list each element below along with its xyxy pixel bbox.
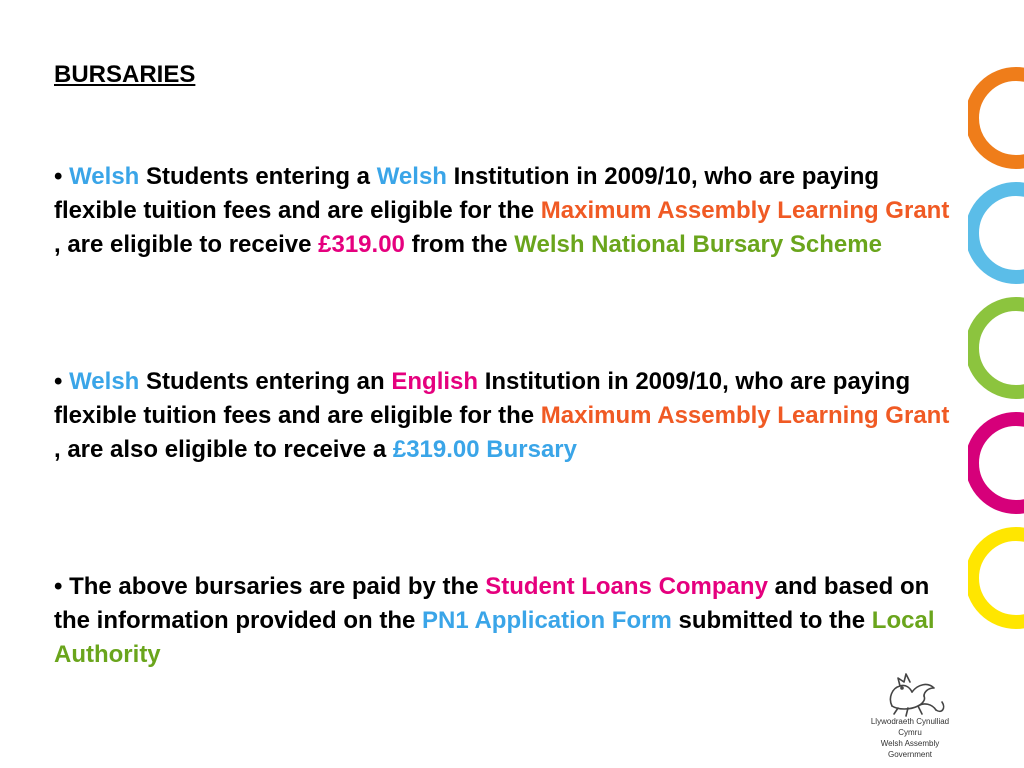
text-segment: submitted to the xyxy=(671,607,872,634)
text-segment: Welsh National Bursary Scheme xyxy=(514,231,882,258)
bullet-paragraph-3 xyxy=(54,570,954,672)
yellow-ring-icon xyxy=(972,534,1024,622)
bullet-paragraph-2 xyxy=(54,365,954,467)
logo-caption-english: Welsh Assembly Government xyxy=(880,739,940,759)
text-segment: Students entering an xyxy=(139,368,392,395)
text-segment: and based on the information provided on the xyxy=(54,573,930,634)
text-segment: Students entering a xyxy=(139,163,377,190)
text-segment: Welsh xyxy=(376,163,447,190)
text-segment: Student Loans Company xyxy=(485,573,768,600)
logo-caption-welsh: Llywodraeth Cynulliad Cymru xyxy=(870,717,950,737)
text-segment: Local Authority xyxy=(54,607,935,668)
text-segment: £319.00 xyxy=(318,231,405,258)
text-segment: Welsh xyxy=(69,163,140,190)
green-ring-icon xyxy=(972,304,1024,392)
magenta-ring-icon xyxy=(972,419,1024,507)
text-segment: Institution in 2009/10, who are paying flexible tuition fees and are eligible for the xyxy=(54,163,880,224)
text-segment: PN1 Application Form xyxy=(422,607,672,634)
text-segment: Maximum Assembly Learning Grant xyxy=(540,197,950,224)
text-segment: Welsh xyxy=(69,368,140,395)
slide-title: BURSARIES xyxy=(54,61,196,88)
text-segment: , are also eligible to receive a xyxy=(54,436,393,463)
text-segment: from the xyxy=(404,231,515,258)
decorative-rings xyxy=(968,0,1024,768)
text-segment: English xyxy=(391,368,479,395)
text-segment: Maximum Assembly Learning Grant xyxy=(540,402,950,429)
text-segment: , are eligible to receive xyxy=(54,231,319,258)
bullet: • xyxy=(54,368,63,395)
logo-caption xyxy=(862,716,958,760)
text-segment: The above bursaries are paid by the xyxy=(69,573,486,600)
bullet: • xyxy=(54,573,63,600)
orange-ring-icon xyxy=(972,74,1024,162)
bullet: • xyxy=(54,163,63,190)
blue-ring-icon xyxy=(972,189,1024,277)
text-segment: Institution in 2009/10, who are paying flexible tuition fees and are eligible for the xyxy=(54,368,911,429)
bullet-paragraph-1 xyxy=(54,160,954,262)
text-segment: £319.00 Bursary xyxy=(392,436,577,463)
